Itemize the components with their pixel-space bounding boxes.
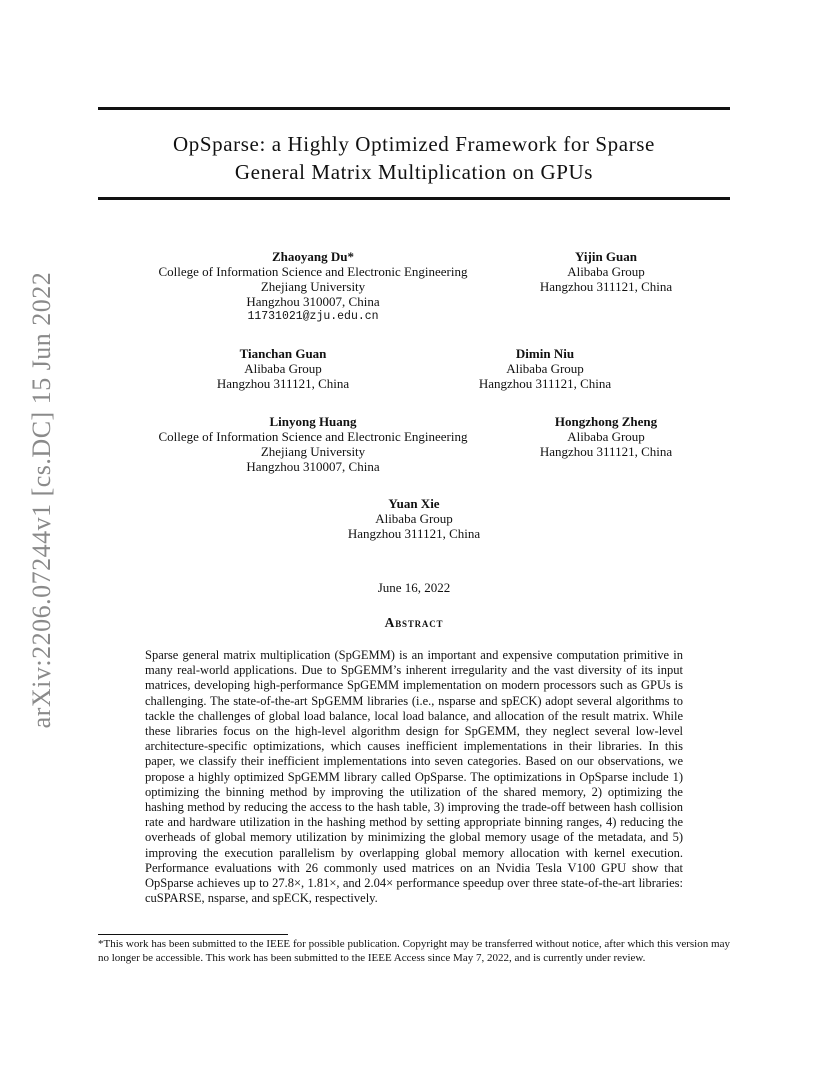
footnote-rule bbox=[98, 934, 288, 935]
author-affiliation: Alibaba Group bbox=[375, 511, 453, 526]
author-block-linyong-huang bbox=[159, 414, 468, 474]
author-name: Dimin Niu bbox=[515, 346, 575, 361]
author-affiliation: Alibaba Group bbox=[567, 429, 645, 444]
bottom-title-rule bbox=[98, 197, 730, 200]
author-block-tianchan-guan bbox=[217, 346, 349, 391]
author-affiliation: Hangzhou 311121, China bbox=[216, 376, 350, 391]
author-affiliation: College of Information Science and Electronic Engineering bbox=[158, 264, 468, 279]
top-rule bbox=[98, 107, 730, 110]
author-block-hongzhong-zheng bbox=[540, 414, 672, 459]
author-name: Yijin Guan bbox=[574, 249, 637, 264]
author-affiliation: Alibaba Group bbox=[244, 361, 322, 376]
author-name: Yuan Xie bbox=[388, 496, 440, 511]
author-name: Hongzhong Zheng bbox=[554, 414, 658, 429]
arxiv-stamp: arXiv:2206.07244v1 [cs.DC] 15 Jun 2022 bbox=[27, 271, 56, 729]
paper-title bbox=[98, 130, 730, 186]
author-block-dimin-niu bbox=[479, 346, 611, 391]
author-block-yijin-guan bbox=[540, 249, 672, 294]
abstract-heading: Abstract bbox=[384, 615, 444, 630]
author-name: Zhaoyang Du* bbox=[272, 249, 354, 264]
author-affiliation: Alibaba Group bbox=[567, 264, 645, 279]
author-affiliation: Hangzhou 311121, China bbox=[347, 526, 481, 541]
author-affiliation: Hangzhou 310007, China bbox=[246, 459, 380, 474]
author-email[interactable]: 11731021@zju.edu.cn bbox=[247, 310, 379, 323]
author-affiliation: Zhejiang University bbox=[260, 279, 366, 294]
author-affiliation: Hangzhou 311121, China bbox=[539, 279, 673, 294]
author-name: Linyong Huang bbox=[269, 414, 357, 429]
title-line-1: OpSparse: a Highly Optimized Framework for Sparse bbox=[173, 132, 655, 156]
author-block-yuan-xie bbox=[348, 496, 480, 541]
author-affiliation: Alibaba Group bbox=[506, 361, 584, 376]
author-affiliation: Zhejiang University bbox=[260, 444, 366, 459]
author-affiliation: Hangzhou 311121, China bbox=[478, 376, 612, 391]
title-line-2: General Matrix Multiplication on GPUs bbox=[234, 160, 594, 184]
author-block-zhaoyang-du bbox=[159, 249, 468, 324]
abstract-text: Sparse general matrix multiplication (SpGEMM) is an important and expensive computation primitive in many real-world applications. Due to SpGEMM’s inherent irregularity and the vast diversity of its input matrices, developing high-performance SpGEMM implementation on modern processors such as GPUs is challenging. The state-of-the-art SpGEMM libraries (i.e., nsparse and spECK) adopt several algorithms to tackle the challenges of global load balance, local load balance, and allocation of the result matrix. While these libraries focus on the high-level algorithm design for SpGEMM, they neglect several low-level architecture-specific optimizations, which causes inefficient implementations in their libraries. In this paper, we classify their inefficient implementations into seven categories. Based on our observations, we propose a highly optimized SpGEMM library called OpSparse. The optimizations in OpSparse include 1) optimizing the binning method by improving the utilization of the shared memory, 2) optimizing the hashing method by reducing the access to the hash table, 3) improving the trade-off between hash collision rate and hardware utilization in the hashing method by setting appropriate binning ranges, 4) reducing the overheads of global memory utilization by minimizing the global memory usage of the metadata, and 5) improving the execution parallelism by overlapping global memory allocation with kernel execution. Performance evaluations with 26 commonly used matrices on an Nvidia Tesla V100 GPU show that OpSparse achieves up to 27.8×, 1.81×, and 2.04× performance speedup over three state-of-the-art libraries: cuSPARSE, nsparse, and spECK, respectively. bbox=[145, 648, 683, 906]
author-affiliation: Hangzhou 310007, China bbox=[246, 294, 380, 309]
footnote: *This work has been submitted to the IEEE for possible publication. Copyright may be transferred without notice, after which this version may no longer be accessible. This work has been submitted to the IEEE Access since May 7, 2022, and is currently under review. bbox=[98, 938, 730, 964]
author-affiliation: College of Information Science and Electronic Engineering bbox=[158, 429, 468, 444]
author-affiliation: Hangzhou 311121, China bbox=[539, 444, 673, 459]
author-name: Tianchan Guan bbox=[239, 346, 327, 361]
paper-date: June 16, 2022 bbox=[377, 580, 451, 595]
